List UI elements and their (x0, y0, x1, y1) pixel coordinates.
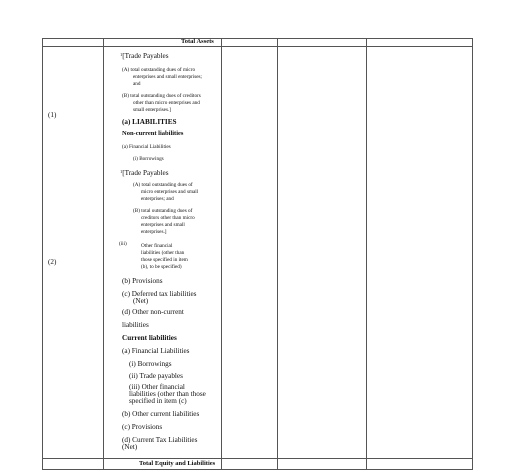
noncurrent-financial-liabilities: (a) Financial Liabilities (122, 144, 171, 150)
rule-bottom (42, 469, 473, 470)
row-label-2: (2) (48, 258, 57, 266)
other-financial-number: (iii) (119, 241, 127, 247)
dues-creditors-line-3: small enterprises.] (133, 107, 172, 113)
noncurrent-trade-payables-text: [Trade Payables (122, 169, 169, 177)
other-financial-line-1: Other financial (141, 243, 173, 249)
footnote-mark: 1 (120, 52, 123, 57)
rule-top (42, 38, 473, 39)
noncurrent-dues-creditors-line-4: enterprises.] (141, 229, 167, 235)
current-trade-payables: (ii) Trade payables (129, 372, 183, 380)
trade-payables-text: [Trade Payables (122, 52, 169, 60)
col-line-5 (472, 38, 473, 470)
noncurrent-dues-creditors-line-1: (B) total outstanding dues of (133, 208, 193, 214)
noncurrent-liabilities-heading: Non-current liabilities (122, 130, 184, 137)
current-provisions: (c) Provisions (122, 423, 163, 431)
current-tax-line-2: (Net) (122, 443, 138, 451)
trade-payables-heading (120, 53, 169, 60)
other-financial-line-4: (b), to be specified) (141, 264, 182, 270)
current-borrowings: (i) Borrowings (129, 360, 172, 368)
current-financial-liabilities: (a) Financial Liabilities (122, 347, 190, 355)
col-line-2 (221, 38, 222, 470)
noncurrent-dues-creditors-line-3: enterprises and small (141, 222, 185, 228)
footnote-mark-2: 1 (120, 169, 123, 174)
col-line-0 (42, 38, 43, 470)
col-line-4 (366, 38, 367, 470)
col-line-1 (103, 38, 104, 470)
current-other-financial-line-3: specified in item (c) (129, 397, 187, 405)
dues-micro-line-2: enterprises and small enterprises; (133, 74, 203, 80)
noncurrent-dues-micro-line-1: (A) total outstanding dues of (133, 182, 193, 188)
total-assets-label: Total Assets (181, 38, 214, 45)
current-tax-line-1: (d) Current Tax Liabilities (122, 436, 198, 444)
noncurrent-dues-creditors-line-2: creditors other than micro (141, 215, 195, 221)
dues-micro-line-1: (A) total outstanding dues of micro (122, 67, 196, 73)
rule-header-bottom (42, 46, 473, 47)
dues-creditors-line-2: other than micro enterprises and (133, 100, 200, 106)
current-liabilities-heading: Current liabilities (122, 334, 177, 342)
other-financial-line-3: those specified in item (141, 257, 188, 263)
noncurrent-borrowings: (i) Borrowings (133, 156, 164, 162)
rule-footer-top (42, 458, 473, 459)
other-financial-line-2: liabilities (other than (141, 250, 185, 256)
noncurrent-trade-payables-heading (120, 170, 169, 177)
current-other-financial-line-2: liabilities (other than those (129, 390, 206, 398)
col-line-3 (277, 38, 278, 470)
other-current-liabilities: (b) Other current liabilities (122, 410, 200, 418)
current-other-financial-line-1: (iii) Other financial (129, 383, 185, 391)
noncurrent-dues-micro-line-3: enterprises; and (141, 196, 174, 202)
total-equity-liabilities-label: Total Equity and Liabilities (139, 460, 216, 467)
liabilities-heading: (a) LIABILITIES (122, 118, 177, 126)
other-noncurrent-line-2: liabilities (122, 321, 149, 329)
noncurrent-provisions: (b) Provisions (122, 277, 163, 285)
dues-micro-line-3: and (133, 81, 141, 87)
other-noncurrent-line-1: (d) Other non-current (122, 308, 184, 316)
dues-creditors-line-1: (B) total outstanding dues of creditors (122, 93, 201, 99)
noncurrent-dues-micro-line-2: micro enterprises and small (141, 189, 199, 195)
row-label-1: (1) (48, 111, 57, 119)
deferred-tax-line-2: (Net) (133, 297, 149, 305)
deferred-tax-line-1: (c) Deferred tax liabilities (122, 290, 197, 298)
